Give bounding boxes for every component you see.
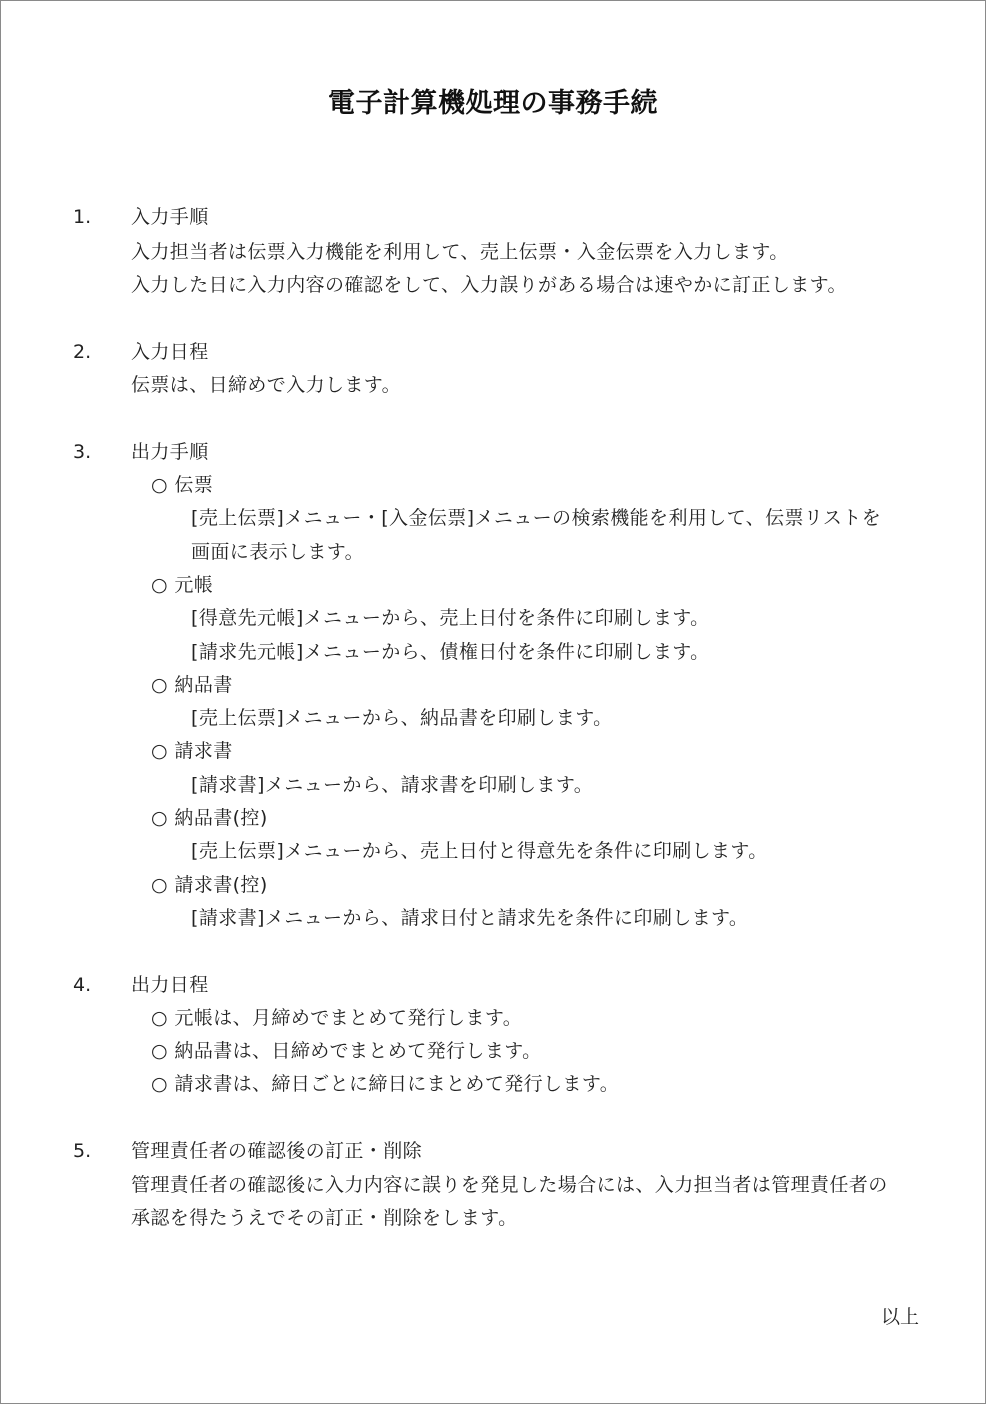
bullet-item: ○ 請求書は、締日ごとに締日にまとめて発行します。 [151, 1073, 620, 1095]
section-number: 3. [73, 441, 92, 463]
section-heading: 出力日程 [131, 974, 209, 996]
section-text: 入力した日に入力内容の確認をして、入力誤りがある場合は速やかに訂正します。 [131, 274, 847, 296]
section-number: 4. [73, 974, 92, 996]
section-text: 承認を得たうえでその訂正・削除をします。 [131, 1207, 518, 1229]
section-heading: 入力手順 [131, 206, 209, 228]
list-item-label: ○ 請求書(控) [151, 874, 268, 896]
section-number: 1. [73, 206, 92, 228]
list-item-label: ○ 元帳 [151, 574, 214, 596]
closing-text: 以上 [880, 1306, 919, 1328]
list-item-label: ○ 納品書 [151, 674, 233, 696]
list-item-text: [得意先元帳]メニューから、売上日付を条件に印刷します。 [191, 607, 710, 629]
bullet-item: ○ 納品書は、日締めでまとめて発行します。 [151, 1040, 542, 1062]
section-heading: 入力日程 [131, 341, 209, 363]
list-item-label: ○ 伝票 [151, 474, 214, 496]
list-item-text: [売上伝票]メニューから、売上日付と得意先を条件に印刷します。 [191, 840, 768, 862]
list-item-label: ○ 請求書 [151, 740, 233, 762]
list-item-text: [請求書]メニューから、請求書を印刷します。 [191, 774, 594, 796]
section-number: 5. [73, 1140, 92, 1162]
section-text: 管理責任者の確認後に入力内容に誤りを発見した場合には、入力担当者は管理責任者の [131, 1174, 888, 1196]
section-text: 伝票は、日締めで入力します。 [131, 374, 402, 396]
section-number: 2. [73, 341, 92, 363]
document-title: 電子計算機処理の事務手続 [328, 88, 658, 119]
section-heading: 出力手順 [131, 441, 209, 463]
section-text: 入力担当者は伝票入力機能を利用して、売上伝票・入金伝票を入力します。 [131, 241, 789, 263]
list-item-text: [売上伝票]メニューから、納品書を印刷します。 [191, 707, 613, 729]
section-heading: 管理責任者の確認後の訂正・削除 [131, 1140, 423, 1162]
list-item-text: [売上伝票]メニュー・[入金伝票]メニューの検索機能を利用して、伝票リストを [191, 507, 882, 529]
list-item-text: [請求書]メニューから、請求日付と請求先を条件に印刷します。 [191, 907, 749, 929]
bullet-item: ○ 元帳は、月締めでまとめて発行します。 [151, 1007, 523, 1029]
list-item-label: ○ 納品書(控) [151, 807, 268, 829]
list-item-text: 画面に表示します。 [191, 541, 365, 563]
list-item-text: [請求先元帳]メニューから、債権日付を条件に印刷します。 [191, 641, 710, 663]
